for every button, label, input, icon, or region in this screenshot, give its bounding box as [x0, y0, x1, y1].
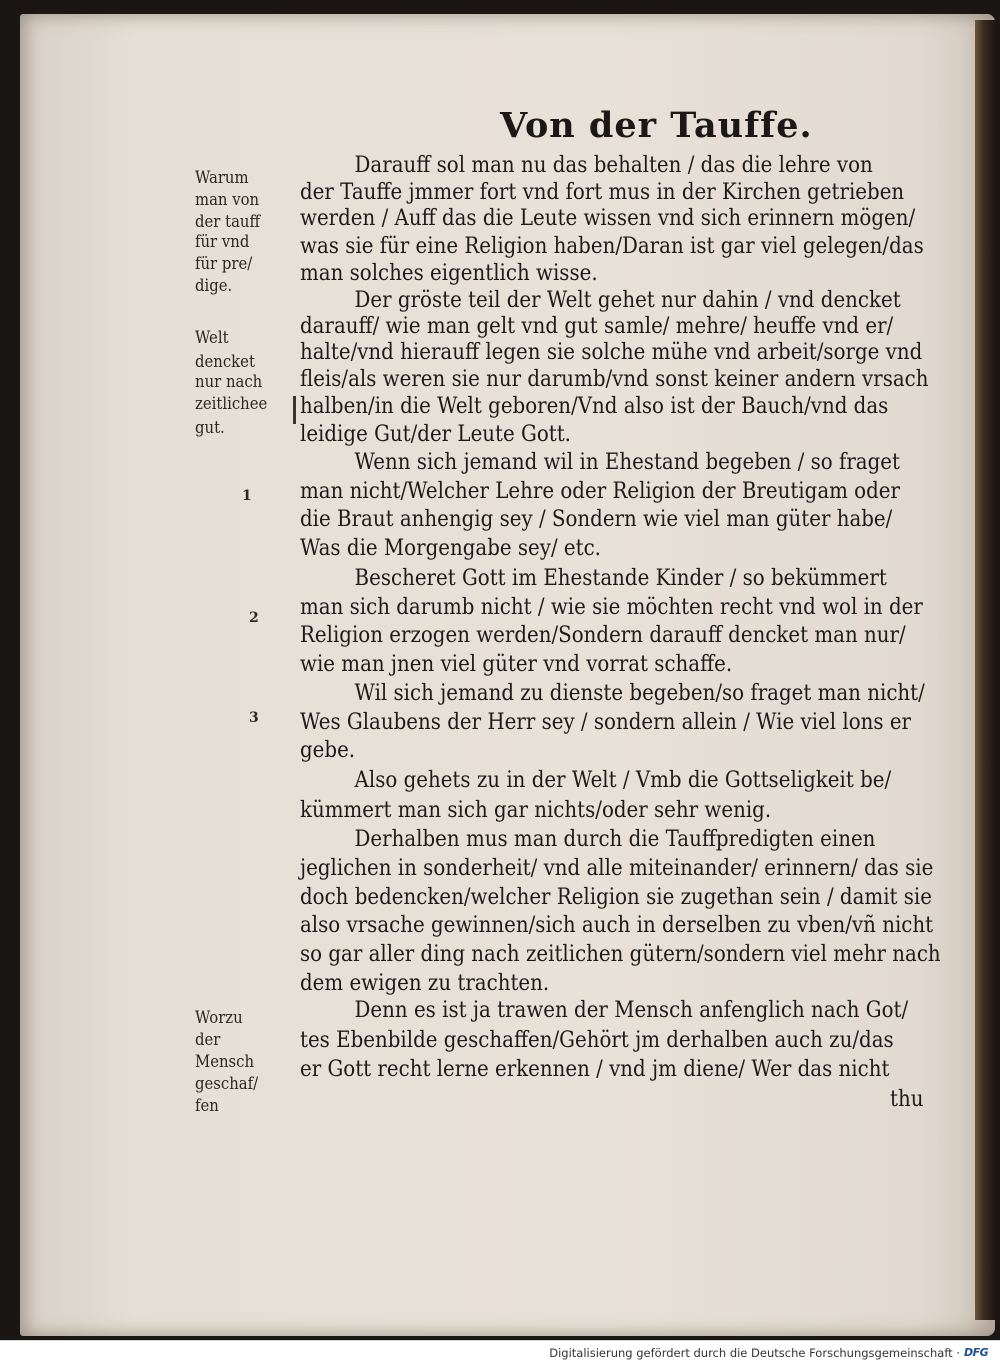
text-line: darauff/ wie man gelt vnd gut samle/ mehre/ heuffe vnd er/ — [300, 313, 894, 339]
marginal-note-line: geschaf/ — [195, 1074, 259, 1093]
text-line: Religion erzogen werden/Sondern darauff dencket man nur/ — [300, 622, 906, 648]
footer-credit: Digitalisierung gefördert durch die Deutsche Forschungsgemeinschaft · — [549, 1346, 960, 1360]
text-line: was sie für eine Religion haben/Daran ist gar viel gelegen/das — [300, 233, 924, 259]
marginal-note-line: dige. — [195, 276, 233, 295]
text-line: man nicht/Welcher Lehre oder Religion der Breutigam oder — [300, 478, 900, 504]
text-line: Wil sich jemand zu dienste begeben/so fraget man nicht/ — [354, 680, 925, 706]
text-line: leidige Gut/der Leute Gott. — [300, 421, 571, 447]
marginal-number-1: 1 — [242, 488, 252, 504]
book-edge — [975, 20, 997, 1320]
text-line: Darauff sol man nu das behalten / das die lehre von — [354, 152, 873, 178]
text-line: der Tauffe jmmer fort vnd fort mus in der Kirchen getrieben — [300, 179, 905, 205]
text-line: Denn es ist ja trawen der Mensch anfenglich nach Got/ — [354, 997, 909, 1023]
text-line: dem ewigen zu trachten. — [300, 970, 550, 996]
text-line: die Braut anhengig sey / Sondern wie viel man güter habe/ — [300, 506, 893, 532]
dfg-logo: DFG — [964, 1346, 989, 1359]
text-line: gebe. — [300, 737, 356, 763]
marginal-number-2: 2 — [249, 610, 259, 626]
footer-bar — [0, 1340, 1000, 1364]
text-line: thu — [890, 1086, 924, 1112]
text-line: kümmert man sich gar nichts/oder sehr wenig. — [300, 797, 772, 823]
text-line: wie man jnen viel güter vnd vorrat schaffe. — [300, 651, 733, 677]
text-line: jeglichen in sonderheit/ vnd alle miteinander/ erinnern/ das sie — [300, 855, 934, 881]
text-line: also vrsache gewinnen/sich auch in derselben zu vben/vñ nicht — [300, 912, 934, 938]
text-line: fleis/als weren sie nur darumb/vnd sonst keiner andern vrsach — [300, 366, 929, 392]
text-line: Wes Glaubens der Herr sey / sondern allein / Wie viel lons er — [300, 709, 912, 735]
marginal-note-line: der tauff — [195, 212, 261, 231]
marginal-note-line: Welt — [195, 328, 229, 347]
text-line: er Gott recht lerne erkennen / vnd jm diene/ Wer das nicht — [300, 1056, 890, 1082]
marginal-note-line: dencket — [195, 352, 255, 371]
text-line: Derhalben mus man durch die Tauffpredigten einen — [354, 826, 876, 852]
text-line: Der gröste teil der Welt gehet nur dahin / vnd dencket — [354, 287, 901, 313]
marginal-note-line: zeitlichee — [195, 394, 268, 413]
text-line: Wenn sich jemand wil in Ehestand begeben / so fraget — [354, 449, 900, 475]
text-line: werden / Auff das die Leute wissen vnd sich erinnern mögen/ — [300, 205, 916, 231]
text-line: Was die Morgengabe sey/ etc. — [300, 535, 601, 561]
text-line: tes Ebenbilde geschaffen/Gehört jm derhalben auch zu/das — [300, 1027, 894, 1053]
text-line: doch bedencken/welcher Religion sie zugethan sein / damit sie — [300, 884, 932, 910]
marginal-note-line: der — [195, 1030, 221, 1049]
text-line: halte/vnd hierauff legen sie solche mühe vnd arbeit/sorge vnd — [300, 339, 923, 365]
text-line: man solches eigentlich wisse. — [300, 260, 598, 286]
marginal-note-line: fen — [195, 1096, 219, 1115]
marginal-note-line: Mensch — [195, 1052, 255, 1071]
text-line: man sich darumb nicht / wie sie möchten recht vnd wol in der — [300, 594, 923, 620]
marginal-note-line: gut. — [195, 418, 225, 437]
marginal-note-line: nur nach — [195, 372, 263, 391]
text-line: Bescheret Gott im Ehestande Kinder / so bekümmert — [354, 565, 887, 591]
marginal-note-line: Worzu — [195, 1008, 243, 1027]
marginal-note-line: Warum — [195, 168, 249, 187]
marginal-number-3: 3 — [249, 710, 259, 726]
text-line: halben/in die Welt geboren/Vnd also ist der Bauch/vnd das — [300, 393, 889, 419]
marginal-note-line: für pre/ — [195, 254, 253, 273]
margin-bracket — [293, 396, 296, 424]
text-line: so gar aller ding nach zeitlichen gütern/sondern viel mehr nach — [300, 941, 941, 967]
marginal-note-line: man von — [195, 190, 260, 209]
marginal-note-line: für vnd — [195, 232, 250, 251]
running-heading: Von der Tauffe. — [500, 105, 813, 146]
text-line: Also gehets zu in der Welt / Vmb die Gottseligkeit be/ — [354, 767, 892, 793]
